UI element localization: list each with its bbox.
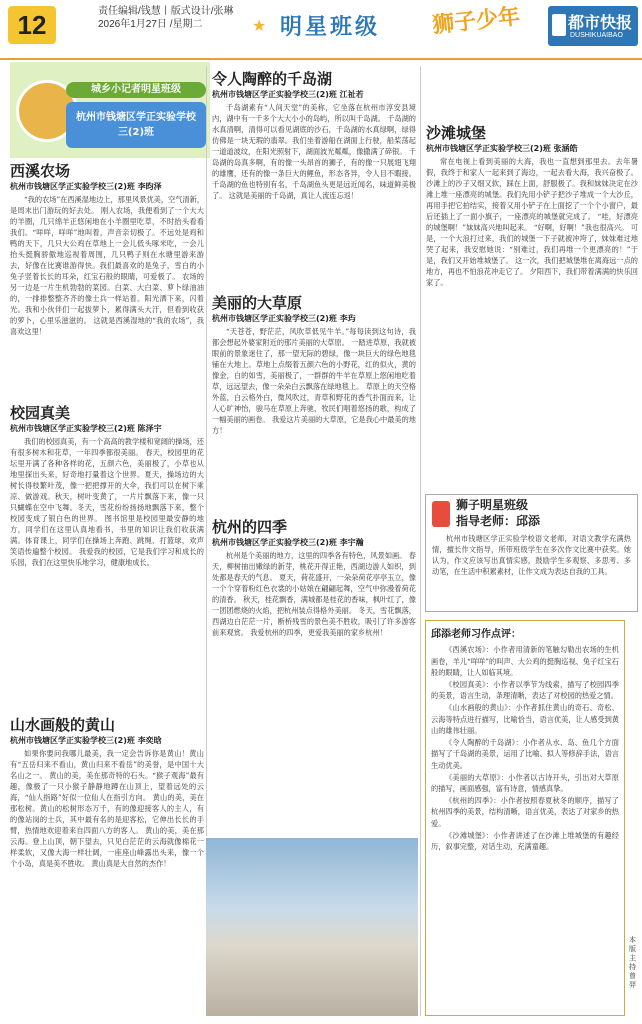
article-title: 校园真美: [10, 404, 71, 422]
article-title: 杭州的四季: [212, 518, 288, 536]
teacher-box-title: 狮子明星班级: [456, 498, 529, 512]
banner-ribbon: 城乡小记者明星班级: [66, 82, 206, 98]
column-3: [426, 124, 638, 482]
article-body: “天苍苍，野茫茫，风吹草低见牛羊。”每每读到这句诗，我都会想起外婆家附近的那片美丽的大草原。 一踏进草原，我就被眼前的景象迷住了，那一望无际的碧绿，像一块巨大的绿色地毯铺在大地上。草地上点缀着五颜六色的小野花，红的似火，黄的像金，白的如雪，美丽极了，一群群的牛羊在草原上悠闲地吃着草，远远望去，像一朵朵白云飘落在绿地毯上。 草原上的天空格外蓝，白云格外白，微风吹过，青草和野花的香气扑面而来，让人心旷神怡，骏马在草原上奔驰，牧民们唱着悠扬的歌，构成了一幅美丽的画卷。 我爱这片美丽的大草原，它是我心中最美的地方！: [212, 327, 416, 435]
newspaper-logo: [548, 6, 638, 46]
article-author: 杭州市钱塘区学正实验学校三(2)班 江祉若: [212, 90, 364, 99]
article-body: 千岛湖素有“人间天堂”的美称，它坐落在杭州市淳安县境内，湖中有一千多个大大小小的岛屿，所以叫千岛湖。 千岛湖的水真清啊，清得可以看见湖底的沙石，千岛湖的水真绿啊，绿得仿佛是一块无瑕的翡翠。我们坐着游船在湖面上行驶，船桨荡起一道道波纹，在阳光照射下，湖面波光粼粼，像撒满了碎银。 千岛湖的岛真多啊，有的像一头昂首的狮子，有的像一只展翅飞翔的雄鹰，还有的像一条巨大的鲤鱼，形态各异，令人目不暇接。 千岛湖的鱼也特别有名，千岛湖鱼头更是远近闻名，味道鲜美极了。 这就是美丽的千岛湖，真让人流连忘返！: [212, 103, 416, 200]
date-line: 2026年1月27日 /星期二: [98, 19, 203, 30]
review-item: 《令人陶醉的千岛湖》：小作者从水、岛、鱼几个方面描写了千岛湖的美景，运用了比喻、拟人等修辞手法，语言生动优美。: [431, 737, 619, 770]
article-body: 杭州是个美丽的地方，这里的四季各有特色，风景如画。 春天，柳树抽出嫩绿的新芽，桃花开得正艳，西湖边游人如织，到处都是春天的气息。 夏天，荷花盛开，一朵朵荷花亭亭玉立，像一个个穿着粉红色衣裳的小姑娘在翩翩起舞，空气中弥漫着荷花的清香。 秋天，桂花飘香，满城都是桂花的香味，枫叶红了，像一团团燃烧的火焰，把杭州装点得格外美丽。 冬天，雪花飘落，西湖边白茫茫一片，断桥残雪的景色美不胜收，吸引了许多游客前来观赏。 我爱杭州的四季，更爱我美丽的家乡杭州！: [212, 551, 416, 637]
banner-school: [66, 102, 206, 148]
column-2: [212, 70, 416, 772]
article-title: 西溪农场: [10, 162, 71, 180]
class-banner: [10, 62, 210, 158]
banner-class-name: 三(2)班: [117, 127, 155, 138]
section-title: 明星班级: [280, 14, 381, 40]
review-item: 《杭州的四季》：小作者按照春夏秋冬的顺序，描写了杭州四季的美景，结构清晰，语言优美，表达了对家乡的热爱。: [431, 795, 619, 828]
logo-cn: 都市快报: [568, 15, 633, 32]
article-body: 我们的校园真美，有一个高高的教学楼和宽阔的操场，还有很多树木和花草，一年四季都很美丽。 春天，校园里的花坛里开满了各种各样的花，五颜六色，美丽极了，小草也从地里探出头来，好奇地打量着这个世界。夏天，操场边的大树长得枝繁叶茂，像一把把撑开的大伞，我们可以在树下乘凉、做游戏。秋天，树叶变黄了，一片片飘落下来，像一只只蝴蝶在空中飞舞。冬天，雪花纷纷扬扬地飘落下来，整个校园变成了银白色的世界。 图书馆里是校园里最安静的地方，同学们在这里认真地看书，书里的知识让我们收获满满。体育课上，同学们在操场上奔跑、跳绳、打篮球，欢声笑语传遍整个校园。 我爱我的校园，它是我们学习和成长的乐园，我们在这里快乐地学习，健康地成长。: [10, 437, 204, 567]
article-author: 杭州市钱塘区学正实验学校三(2)班 李昀泽: [10, 182, 162, 191]
teacher-box: [425, 494, 638, 612]
review-item: 《美丽的大草原》：小作者以古诗开头，引出对大草原的描写，画面感强，富有诗意，情感真挚。: [431, 772, 619, 794]
page-header: [0, 0, 642, 60]
column-1: [10, 162, 204, 1012]
article-title: 令人陶醉的千岛湖: [212, 70, 333, 88]
review-item: 《校园真美》：小作者以季节为线索，描写了校园四季的美景，语言生动，条理清晰，表达了对校园的热爱之情。: [431, 679, 619, 701]
column-divider: [206, 66, 207, 836]
review-item: 《山水画般的黄山》：小作者抓住黄山的奇石、奇松、云海等特点进行描写，比喻恰当，语言优美，让人感受到黄山的雄伟壮丽。: [431, 702, 619, 736]
article-body: 如果你要问我哪儿最美，我一定会告诉你是黄山！黄山有“五岳归来不看山，黄山归来不看岳”的美誉，是中国十大名山之一。 黄山的美，美在那奇特的石头。“猴子观海”最有趣，像极了一只小猴子静静地蹲在山顶上，望着远处的云海，“仙人指路”好似一位仙人在指引方向。 黄山的美，美在那松树。黄山的松树形态万千，有的像迎接客人的主人，有的像站岗的士兵，其中最有名的是迎客松，它伸出长长的手臂，热情地欢迎着来自四面八方的客人。 黄山的美，美在那云海。登上山顶，朝下望去，只见白茫茫的云海就像棉花一样柔软，又像大海一样壮阔，一座座山峰露出头来，像一个个小岛，真是美不胜收。 黄山真是大自然的杰作！: [10, 749, 204, 868]
class-photo: [206, 838, 418, 1016]
lion-logo-text: 狮子少年: [431, 3, 522, 39]
article-title: 山水画般的黄山: [10, 716, 116, 734]
logo-mark-icon: [552, 14, 566, 36]
editor-line: 责任编辑/钱慧丨版式设计/张琳: [98, 6, 234, 17]
logo-en: DUSHIKUAIBAO: [570, 32, 623, 39]
star-icon: ★: [252, 16, 267, 35]
review-item: 《西溪农场》：小作者用清新的笔触勾勒出农场的生机画卷，羊儿“咩咩”的叫声、大公鸡的挺胸巡视、兔子红宝石般的眼睛，让人如临其境。: [431, 645, 619, 678]
article-body: 常在电视上看到美丽的大海，我也一直想到那里去。去年暑假，我终于和家人一起来到了海边，一起去看大海，我兴奋极了。 沙滩上的沙子又细又软，踩在上面，舒服极了。我和妹妹决定在沙滩上堆一座漂亮的城堡。我们先用小铲子把沙子堆成一个大沙丘，再用手把它拍结实，接着又用小铲子在上面挖了一个个小窗户，最后还插上了一面小旗子，一座漂亮的城堡就完成了。 “哇，好漂亮的城堡啊！”妹妹高兴地叫起来。 “好啊，好啊！”我也很高兴。 可是，一个大浪打过来，我们的城堡一下子就被冲垮了，妹妹难过地哭了起来，我安慰她说：“别难过，我们再堆一个更漂亮的！”于是，我们又开始堆城堡了。 这一次，我们把城堡堆在离海远一点的地方，再也不怕浪花冲走它了。 夕阳西下，我们带着满满的快乐回家了。: [426, 157, 638, 287]
header-meta: [98, 5, 234, 31]
teacher-review: [425, 620, 625, 1016]
column-divider: [420, 66, 421, 1016]
article-title: 美丽的大草原: [212, 294, 303, 312]
article-author: 杭州市钱塘区学正实验学校三(2)班 陈泽宇: [10, 424, 162, 433]
article-author: 杭州市钱塘区学正实验学校三(2)班 张涵皓: [426, 144, 578, 153]
article-author: 杭州市钱塘区学正实验学校三(2)班 李宇瀚: [212, 538, 364, 547]
lion-badge-icon: [432, 501, 450, 527]
teacher-box-name: 指导老师：邱添: [456, 514, 541, 528]
article-body: “我的农场”在西溪湿地边上，那里风景优美，空气清新，是周末出门游玩的好去处。 刚入农场，我便看到了一个大大的羊圈，几只绵羊正悠闲地在小羊圈里吃草，不时抬头看看我们。“咩咩，咩咩”地叫着，声音亲切极了。不远处是鸡和鸭的天下，几只大公鸡在草地上一会儿低头啄米吃，一会儿抬头挺胸骄傲地巡视着周围，几只鸭子则在水塘里游来游去，好像在比赛谁游得快。我们最喜欢的是兔子，雪白的小兔子竖着长长的耳朵，红宝石般的眼睛，可爱极了。 农场的另一边是一片生机勃勃的菜园。白菜、大白菜、萝卜绿油油的，一排排整整齐齐的像士兵一样站着。阳光洒下来，闪着光。我和小伙伴们一起拔萝卜，累得满头大汗，但看到收获的萝卜，心里乐滋滋的。 这就是西溪湿地的“我的农场”，我喜欢这里！: [10, 195, 204, 336]
review-heading: 邱添老师习作点评：: [431, 629, 521, 640]
host-credit: 本版主持 曾羿: [629, 936, 636, 989]
teacher-bio: 杭州市钱塘区学正实验学校语文老师，对语文教学充满热情，擅长作文指导，所带班级学生在多次作文比赛中获奖。她认为，作文应该写出真情实感，鼓励学生多观察、多思考、多动笔，在生活中积累素材，让作文成为表达自我的工具。: [432, 534, 631, 576]
article-author: 杭州市钱塘区学正实验学校三(2)班 李奕晗: [10, 736, 162, 745]
article-author: 杭州市钱塘区学正实验学校三(2)班 李玙: [212, 314, 356, 323]
article-title: 沙滩城堡: [426, 124, 487, 142]
review-item: 《沙滩城堡》：小作者讲述了在沙滩上堆城堡的有趣经历，叙事完整，对话生动，充满童趣。: [431, 830, 619, 852]
banner-school-name: 杭州市钱塘区学正实验学校: [76, 112, 196, 123]
page-number: 12: [8, 6, 56, 44]
